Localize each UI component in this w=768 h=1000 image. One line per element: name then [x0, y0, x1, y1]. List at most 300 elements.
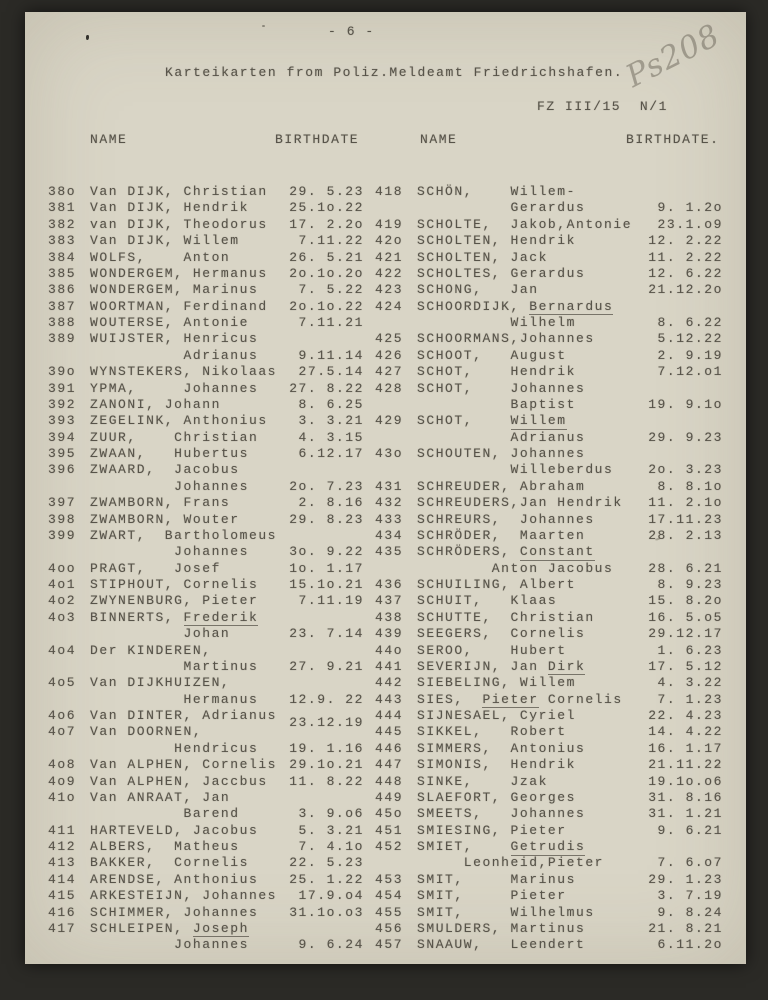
underlined-name-part: Willem — [510, 413, 567, 429]
entry-name: SIKKEL, Robert — [417, 724, 567, 740]
entry-birthdate: 11. 2.1o — [648, 495, 723, 511]
entry-name: SCHUIT, Klaas — [417, 593, 558, 609]
entry-number: 4o6 — [48, 708, 77, 723]
entry-number: 455 — [375, 904, 404, 920]
entry-birthdate: 8. 8.1o — [657, 478, 723, 494]
entry-number: 4o8 — [48, 757, 77, 773]
entry-name: Anton Jacobus — [417, 560, 614, 576]
entry-birthdate: 11. 2.22 — [648, 249, 723, 265]
table-row — [48, 577, 364, 593]
entry-name: SCHOLTEN, Jack — [417, 249, 548, 265]
entry-birthdate — [286, 331, 364, 347]
entry-number: 433 — [375, 511, 404, 527]
entry-birthdate: 16. 1.17 — [648, 740, 723, 756]
entry-number: 422 — [375, 265, 404, 281]
entry-birthdate: 9. 8.24 — [657, 904, 723, 920]
table-row — [375, 299, 723, 315]
entry-name: Gerardus — [417, 200, 586, 216]
entry-number — [375, 855, 417, 871]
entry-number: 443 — [375, 691, 404, 707]
entry-birthdate: 17. 2.2o — [289, 216, 364, 232]
table-row — [375, 643, 723, 659]
entry-number: 423 — [375, 282, 404, 298]
entry-number: 419 — [375, 216, 404, 232]
table-row — [375, 905, 723, 921]
entry-birthdate: 7. 1.23 — [657, 691, 723, 707]
table-row — [48, 905, 364, 921]
entry-birthdate: 17.9.o4 — [298, 888, 364, 904]
entry-name: BINNERTS, Frederik — [90, 609, 259, 625]
entry-birthdate: 12. 6.22 — [648, 265, 723, 281]
entry-birthdate: 29. 1.23 — [648, 871, 723, 887]
entry-name: SCHÖN, Willem- — [417, 184, 576, 199]
entry-number: 39o — [48, 364, 77, 380]
table-row — [375, 250, 723, 266]
entry-birthdate — [286, 675, 364, 691]
entry-number: 457 — [375, 937, 404, 953]
table-row — [48, 430, 364, 446]
entry-number: 38o — [48, 184, 77, 199]
table-row — [375, 888, 723, 904]
table-row — [375, 200, 723, 216]
entry-birthdate: 7. 5.22 — [298, 282, 364, 298]
entry-name: SCHOOT, August — [417, 347, 567, 363]
entry-name: Johannes — [90, 478, 249, 494]
entry-name: SCHUTTE, Christian — [417, 609, 595, 625]
entry-number: 418 — [375, 184, 404, 199]
entry-name: SCHOLTE, Jakob,Antonie — [417, 216, 633, 232]
entry-birthdate — [645, 446, 723, 462]
entry-name: ZWAARD, Jacobus — [90, 462, 240, 478]
entry-name: SCHOT, Willem — [417, 413, 567, 429]
table-row — [375, 217, 723, 233]
entry-number: 452 — [375, 839, 404, 854]
entry-birthdate: 8. 6.25 — [298, 396, 364, 412]
table-row — [375, 462, 723, 478]
entry-number: 442 — [375, 675, 404, 691]
table-row — [375, 593, 723, 609]
entry-name: SLAEFORT, Georges — [417, 789, 576, 805]
entry-name: SMIESING, Pieter — [417, 822, 567, 838]
entry-birthdate: 12.9. 22 — [289, 691, 364, 707]
column-header-name-right: NAME — [420, 132, 458, 147]
entry-number: 393 — [48, 413, 77, 429]
table-row — [375, 184, 723, 200]
table-row — [375, 397, 723, 413]
entry-name: SCHOORMANS,Johannes — [417, 331, 595, 347]
entry-birthdate: 15.1o.21 — [289, 577, 364, 592]
entry-number: 4o5 — [48, 675, 77, 691]
table-row — [375, 495, 723, 511]
entry-number: 434 — [375, 527, 404, 543]
entry-birthdate: 7. 6.o7 — [657, 855, 723, 871]
entry-name: HARTEVELD, Jacobus — [90, 822, 259, 838]
entry-birthdate: 4. 3.15 — [298, 429, 364, 445]
entry-number: 45o — [375, 806, 404, 822]
entry-number: 394 — [48, 429, 77, 445]
entry-birthdate: 7.11.22 — [298, 233, 364, 249]
column-header-birthdate-left: BIRTHDATE — [275, 132, 360, 147]
entry-number: 44o — [375, 642, 404, 658]
entry-number: 386 — [48, 282, 77, 298]
entry-birthdate: 8. 9.23 — [657, 577, 723, 592]
table-row — [375, 708, 723, 724]
entry-birthdate: 7. 4.1o — [298, 839, 364, 854]
table-row — [48, 561, 364, 577]
table-row — [375, 544, 723, 560]
table-row — [48, 364, 364, 380]
entry-number: 411 — [48, 822, 77, 838]
entry-birthdate: 29. 5.23 — [289, 184, 364, 199]
entry-name: WUIJSTER, Henricus — [90, 331, 259, 347]
entry-name: Hermanus — [90, 691, 259, 707]
entry-name: Hendricus — [90, 740, 259, 756]
table-row — [48, 331, 364, 347]
entry-name: SMIT, Wilhelmus — [417, 904, 595, 920]
entry-name: SCHOORDIJK, Bernardus — [417, 298, 614, 314]
entry-birthdate: 3. 3.21 — [298, 413, 364, 429]
table-row — [48, 806, 364, 822]
entry-name: WOUTERSE, Antonie — [90, 315, 249, 330]
entry-name: SCHREURS, Johannes — [417, 511, 595, 527]
entry-birthdate: 2o.1o.22 — [289, 298, 364, 314]
entry-birthdate: 4. 3.22 — [657, 675, 723, 691]
entry-number: 381 — [48, 200, 77, 216]
entry-name: ZWART, Bartholomeus — [90, 527, 278, 543]
entry-birthdate: 1o. 1.17 — [289, 560, 364, 576]
table-row — [48, 839, 364, 855]
entry-birthdate — [645, 544, 723, 560]
entry-birthdate: 31. 1.21 — [648, 806, 723, 822]
entry-number: 424 — [375, 298, 404, 314]
entry-birthdate: 7.11.19 — [298, 593, 364, 609]
entry-birthdate: 19. 1.16 — [289, 740, 364, 756]
table-row — [48, 888, 364, 904]
entry-number — [48, 479, 90, 495]
entry-birthdate: 27. 8.22 — [289, 380, 364, 396]
entry-name: SCHIMMER, Johannes — [90, 904, 259, 920]
entry-birthdate: 23. 7.14 — [289, 626, 364, 642]
entry-number: 428 — [375, 380, 404, 396]
entry-number: 4o4 — [48, 642, 77, 658]
entry-name: Johan — [90, 626, 231, 642]
column-header-birthdate-right: BIRTHDATE. — [626, 132, 720, 147]
entry-name: Adrianus — [417, 429, 586, 445]
entry-name: SMULDERS, Martinus — [417, 920, 586, 936]
entry-birthdate — [286, 643, 364, 659]
entry-number: 425 — [375, 331, 404, 347]
table-row — [375, 659, 723, 675]
table-row — [48, 790, 364, 806]
table-row — [375, 512, 723, 528]
table-row — [48, 675, 364, 691]
entry-name: SIEBELING, Willem — [417, 675, 576, 691]
entry-number: 412 — [48, 839, 77, 854]
table-row — [375, 446, 723, 462]
entry-birthdate: 28. 2.13 — [648, 527, 723, 543]
entry-number: 384 — [48, 249, 77, 265]
entry-name: van DIJK, Theodorus — [90, 216, 268, 232]
entry-number: 398 — [48, 511, 77, 527]
entry-name: YPMA, Johannes — [90, 380, 259, 396]
entry-number — [48, 544, 90, 560]
entry-number: 399 — [48, 527, 77, 543]
page-number: - 6 - — [328, 24, 375, 39]
entry-number: 416 — [48, 904, 77, 920]
entry-name: SCHRÖDERS, Constant — [417, 544, 595, 560]
entry-number: 382 — [48, 216, 77, 232]
entry-birthdate: 16. 5.o5 — [648, 609, 723, 625]
table-row — [48, 233, 364, 249]
entry-number: 426 — [375, 347, 404, 363]
table-row — [48, 462, 364, 478]
table-row — [48, 348, 364, 364]
entry-birthdate: 14. 4.22 — [648, 724, 723, 740]
entry-number — [48, 806, 90, 822]
entry-name: ARKESTEIJN, Johannes — [90, 888, 278, 904]
column-header-name-left: NAME — [90, 132, 128, 147]
table-row — [375, 921, 723, 937]
entry-number: 4o2 — [48, 593, 77, 609]
entry-number: 446 — [375, 740, 404, 756]
entry-birthdate: 21.11.22 — [648, 757, 723, 773]
entry-name: SEROO, Hubert — [417, 642, 567, 658]
table-row — [375, 626, 723, 642]
entry-birthdate: 29.12.17 — [648, 626, 723, 642]
entry-number: 397 — [48, 495, 77, 511]
entry-name: Van DOORNEN, — [90, 724, 203, 740]
table-row — [48, 692, 364, 708]
entry-birthdate: 9. 6.24 — [298, 937, 364, 953]
entry-number: 4o9 — [48, 773, 77, 789]
entry-name: Willeberdus — [417, 462, 614, 478]
table-row — [375, 937, 723, 953]
entry-number — [375, 430, 417, 446]
entry-number: 43o — [375, 446, 404, 461]
table-row — [48, 855, 364, 871]
entry-birthdate — [286, 921, 364, 937]
table-row — [375, 872, 723, 888]
entry-name: SEEGERS, Cornelis — [417, 626, 586, 642]
entry-name: SMIT, Marinus — [417, 871, 576, 887]
entry-birthdate: 9. 1.2o — [657, 200, 723, 216]
entry-name: SCHOLTEN, Hendrik — [417, 233, 576, 249]
entry-birthdate: 12. 2.22 — [648, 233, 723, 249]
entry-name: Leonheid,Pieter — [417, 855, 605, 871]
entry-name: Van ALPHEN, Cornelis — [90, 757, 278, 773]
entry-number: 387 — [48, 298, 77, 314]
entry-birthdate: 19. 9.1o — [648, 396, 723, 412]
entry-number: 427 — [375, 364, 404, 380]
entry-name: ZWAMBORN, Wouter — [90, 511, 240, 527]
entry-number — [375, 200, 417, 216]
entry-birthdate: 21. 8.21 — [648, 920, 723, 936]
entry-birthdate: 2o. 3.23 — [648, 462, 723, 478]
table-row — [48, 184, 364, 200]
entry-number: 447 — [375, 757, 404, 773]
entry-birthdate — [645, 381, 723, 397]
entry-number: 437 — [375, 593, 404, 609]
entry-birthdate: 22. 5.23 — [289, 855, 364, 871]
entry-name: SIMMERS, Antonius — [417, 740, 586, 756]
entry-number: 383 — [48, 233, 77, 249]
table-row — [48, 643, 364, 659]
entry-number: 435 — [375, 544, 404, 560]
entry-name: SCHOUTEN, Johannes — [417, 446, 586, 461]
entry-number: 432 — [375, 495, 404, 511]
table-row — [48, 266, 364, 282]
entry-number: 439 — [375, 626, 404, 642]
entry-number: 389 — [48, 331, 77, 347]
table-row — [48, 397, 364, 413]
table-row — [375, 675, 723, 691]
entry-number — [375, 397, 417, 413]
entry-birthdate: 23.12.19 — [289, 715, 364, 730]
table-row — [375, 315, 723, 331]
entry-name: SCHOT, Johannes — [417, 380, 586, 396]
entry-name: WOORTMAN, Ferdinand — [90, 298, 268, 314]
entry-name: Baptist — [417, 396, 576, 412]
underlined-name-part: Getrudis — [510, 839, 586, 854]
table-row — [48, 708, 364, 730]
table-row — [48, 593, 364, 609]
entry-birthdate: 6.12.17 — [298, 446, 364, 461]
table-row — [48, 381, 364, 397]
entry-number: 4o1 — [48, 577, 77, 592]
entry-name: SCHRÖDER, Maarten — [417, 527, 586, 543]
entry-birthdate — [286, 610, 364, 626]
entry-name: SIJNESAEL, Cyriel — [417, 708, 576, 723]
paper-speck — [262, 25, 265, 27]
entry-birthdate: 26. 5.21 — [289, 249, 364, 265]
entry-number — [48, 692, 90, 708]
table-row — [375, 233, 723, 249]
entry-name: SCHONG, Jan — [417, 282, 539, 298]
underlined-name-part: Constant — [519, 544, 595, 560]
entry-birthdate: 27.5.14 — [298, 364, 364, 380]
entry-name: SMIT, Pieter — [417, 888, 567, 904]
stray-ink-mark — [86, 35, 89, 40]
table-row — [375, 774, 723, 790]
table-row — [375, 610, 723, 626]
entry-birthdate: 23.1.o9 — [657, 216, 723, 232]
entry-number: 417 — [48, 920, 77, 936]
entry-number: 436 — [375, 577, 404, 592]
entry-name: PRAGT, Josef — [90, 560, 221, 576]
entry-number: 445 — [375, 724, 404, 740]
entry-number — [48, 626, 90, 642]
entry-name: Van DIJKHUIZEN, — [90, 675, 231, 691]
entry-number: 41o — [48, 789, 77, 805]
entry-name: Martinus — [90, 658, 259, 674]
table-row — [375, 823, 723, 839]
entry-number: 415 — [48, 888, 77, 904]
entry-number: 449 — [375, 789, 404, 805]
entry-name: STIPHOUT, Cornelis — [90, 577, 259, 592]
entry-birthdate: 3. 7.19 — [657, 888, 723, 904]
entry-birthdate: 3. 9.o6 — [298, 806, 364, 822]
entry-name: BAKKER, Cornelis — [90, 855, 249, 871]
entry-name: Van DINTER, Adrianus — [90, 708, 278, 723]
entry-name: Barend — [90, 806, 240, 822]
table-row — [48, 495, 364, 511]
table-row — [48, 544, 364, 560]
table-row — [48, 872, 364, 888]
entry-number: 421 — [375, 249, 404, 265]
entry-name: SCHLEIPEN, Joseph — [90, 920, 249, 936]
table-row — [375, 381, 723, 397]
entry-number: 454 — [375, 888, 404, 904]
reference-code: FZ III/15 N/1 — [537, 99, 668, 114]
entry-name: ZUUR, Christian — [90, 429, 259, 445]
entry-number — [375, 462, 417, 478]
entry-name: SIMONIS, Hendrik — [417, 757, 576, 773]
entry-name: WOLFS, Anton — [90, 249, 231, 265]
table-row — [48, 200, 364, 216]
document-title: Karteikarten from Poliz.Meldeamt Friedrichshafen. — [165, 65, 624, 80]
entry-number: 448 — [375, 773, 404, 789]
entry-birthdate: 11. 8.22 — [289, 773, 364, 789]
table-row — [48, 921, 364, 937]
entry-name: SMEETS, Johannes — [417, 806, 586, 822]
table-row — [375, 528, 723, 544]
entry-name: Van ANRAAT, Jan — [90, 789, 231, 805]
entry-number: 429 — [375, 413, 404, 429]
entry-number: 392 — [48, 396, 77, 412]
entry-number: 395 — [48, 446, 77, 461]
entry-name: SCHREUDERS,Jan Hendrik — [417, 495, 623, 511]
entry-name: ARENDSE, Anthonius — [90, 871, 259, 887]
entry-name: SCHOT, Hendrik — [417, 364, 576, 380]
handwritten-annotation: Ps208 — [620, 17, 726, 95]
entry-birthdate: 28. 6.21 — [648, 560, 723, 576]
entry-name: Van ALPHEN, Jaccbus — [90, 773, 268, 789]
entry-name: Johannes — [90, 544, 249, 560]
table-row — [48, 757, 364, 773]
entry-birthdate: 6.11.2o — [657, 937, 723, 953]
entry-name: Van DIJK, Christian — [90, 184, 268, 199]
entry-name: SINKE, Jzak — [417, 773, 548, 789]
entry-number: 391 — [48, 380, 77, 396]
table-row — [375, 577, 723, 593]
entry-birthdate: 3o. 9.22 — [289, 544, 364, 560]
entry-name: Adrianus — [90, 347, 259, 363]
entry-birthdate: 21.12.2o — [648, 282, 723, 298]
entry-number: 385 — [48, 265, 77, 281]
entry-birthdate: 5. 3.21 — [298, 822, 364, 838]
entry-name: WYNSTEKERS, Nikolaas — [90, 364, 278, 380]
table-row — [375, 282, 723, 298]
entry-name: WONDERGEM, Marinus — [90, 282, 259, 298]
entry-name: WONDERGEM, Hermanus — [90, 265, 268, 281]
table-row — [48, 823, 364, 839]
entry-birthdate: 9. 6.21 — [657, 822, 723, 838]
underlined-name-part: Pieter — [482, 691, 539, 707]
table-row — [375, 430, 723, 446]
entry-birthdate: 25.1o.22 — [289, 200, 364, 216]
entry-number: 441 — [375, 658, 404, 674]
underlined-name-part: Joseph — [192, 920, 249, 936]
table-row — [48, 528, 364, 544]
table-row — [375, 331, 723, 347]
entry-name: ZWAMBORN, Frans — [90, 495, 231, 511]
table-row — [48, 299, 364, 315]
entry-name: SEVERIJN, Jan Dirk — [417, 658, 586, 674]
table-row — [375, 479, 723, 495]
entry-number — [375, 315, 417, 331]
entry-name: ZWYNENBURG, Pieter — [90, 593, 259, 609]
entry-birthdate: 31.1o.o3 — [289, 904, 364, 920]
